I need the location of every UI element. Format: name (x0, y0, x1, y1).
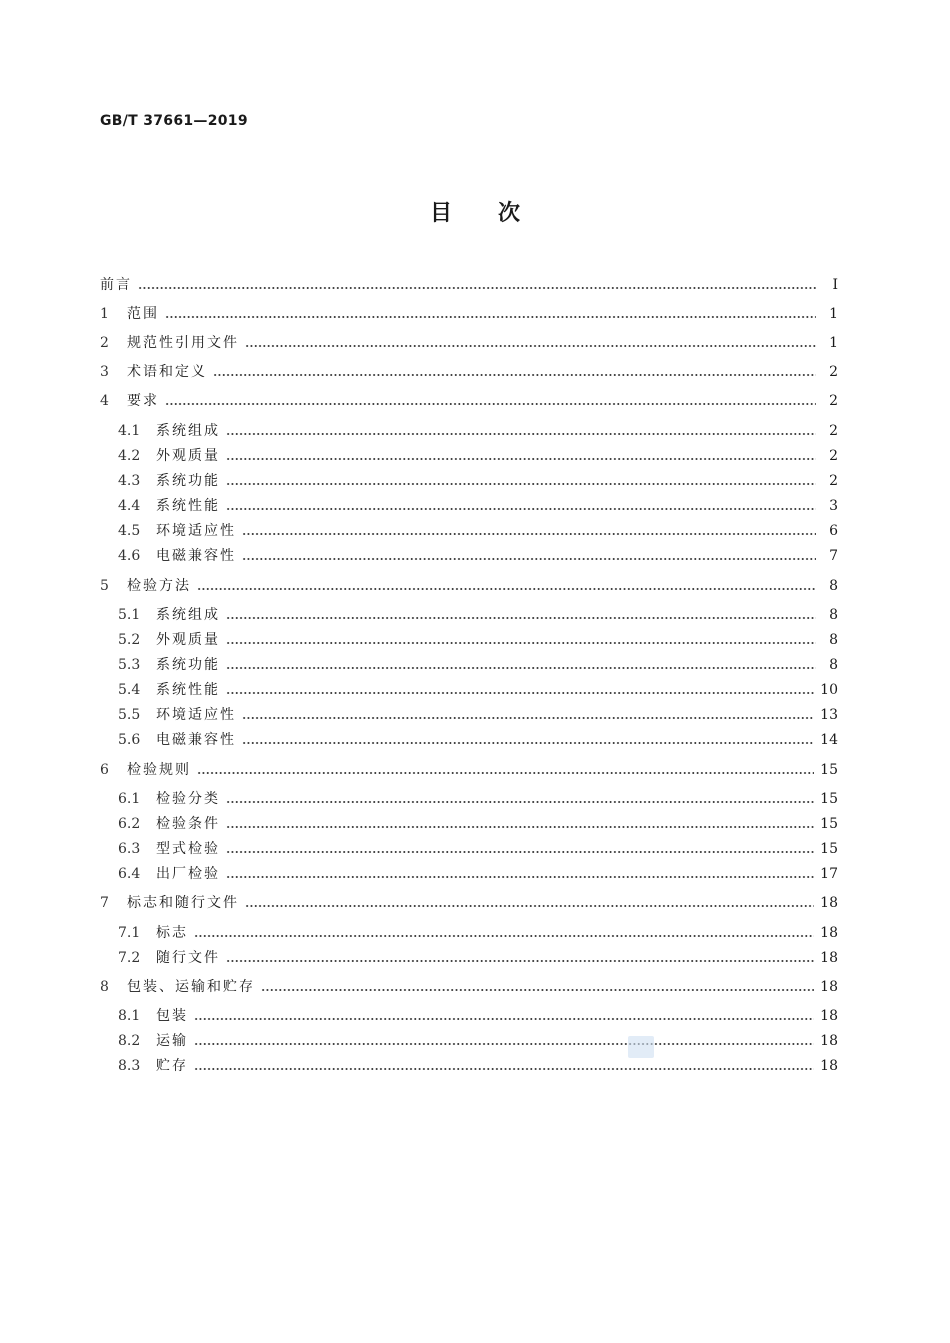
toc-entry-page: 2 (829, 448, 838, 464)
toc-leader-dots (226, 617, 816, 619)
toc-leader-dots (197, 772, 814, 774)
toc-leader-dots (245, 905, 814, 907)
toc-leader-dots (226, 508, 816, 510)
toc-entry-page: 18 (820, 925, 838, 941)
toc-entry-number: 4 (100, 393, 109, 409)
toc-leader-dots (226, 876, 814, 878)
toc-entry-label: 系统功能 (156, 657, 220, 673)
toc-entry-number: 6.1 (118, 791, 141, 807)
toc-chapter[interactable] (100, 893, 838, 913)
toc-entry-label: 环境适应性 (156, 523, 236, 539)
toc-leader-dots (242, 533, 816, 535)
toc-entry-label: 外观质量 (156, 448, 220, 464)
toc-entry-page: 1 (829, 306, 838, 322)
toc-section[interactable] (118, 496, 838, 516)
toc-entry-label: 要求 (127, 393, 159, 409)
toc-entry-page: Ⅰ (832, 277, 838, 293)
toc-entry-label: 包装、运输和贮存 (127, 979, 255, 995)
toc-entry-label: 检验方法 (127, 578, 191, 594)
toc-entry-number: 6.4 (118, 866, 141, 882)
toc-section[interactable] (118, 471, 838, 491)
toc-leader-dots (165, 316, 816, 318)
toc-entry-label: 系统组成 (156, 607, 220, 623)
toc-entry-page: 15 (820, 791, 838, 807)
toc-section[interactable] (118, 948, 838, 968)
toc-leader-dots (261, 989, 814, 991)
toc-entry-label: 系统功能 (156, 473, 220, 489)
toc-section[interactable] (118, 421, 838, 441)
toc-entry-number: 8.3 (118, 1058, 141, 1074)
toc-leader-dots (226, 483, 816, 485)
toc-section[interactable] (118, 655, 838, 675)
toc-entry-number: 5.2 (118, 632, 141, 648)
toc-leader-dots (138, 287, 816, 289)
toc-entry-label: 检验规则 (127, 762, 191, 778)
toc-entry-label: 型式检验 (156, 841, 220, 857)
toc-entry-page: 17 (820, 866, 838, 882)
toc-entry-page: 2 (829, 423, 838, 439)
toc-entry-label: 运输 (156, 1033, 188, 1049)
toc-section[interactable] (118, 446, 838, 466)
toc-leader-dots (226, 433, 816, 435)
toc-section[interactable] (118, 864, 838, 884)
toc-section[interactable] (118, 789, 838, 809)
page-title: 目次 (429, 201, 566, 226)
toc-entry-label: 包装 (156, 1008, 188, 1024)
standard-code: GB/T 37661—2019 (100, 113, 248, 129)
toc-leader-dots (245, 345, 816, 347)
toc-chapter[interactable] (100, 275, 838, 295)
toc-chapter[interactable] (100, 391, 838, 411)
toc-entry-number: 5.1 (118, 607, 141, 623)
toc-entry-number: 7 (100, 895, 109, 911)
toc-section[interactable] (118, 546, 838, 566)
toc-entry-label: 检验条件 (156, 816, 220, 832)
toc-entry-page: 14 (820, 732, 838, 748)
toc-entry-page: 7 (829, 548, 838, 564)
toc-section[interactable] (118, 630, 838, 650)
toc-entry-number: 4.3 (118, 473, 141, 489)
toc-entry-page: 2 (829, 393, 838, 409)
toc-leader-dots (226, 826, 814, 828)
toc-section[interactable] (118, 605, 838, 625)
toc-leader-dots (213, 374, 816, 376)
toc-entry-label: 系统组成 (156, 423, 220, 439)
toc-entry-number: 6.2 (118, 816, 141, 832)
toc-leader-dots (242, 558, 816, 560)
toc-entry-number: 7.1 (118, 925, 141, 941)
toc-entry-page: 8 (829, 607, 838, 623)
toc-leader-dots (226, 642, 816, 644)
toc-entry-page: 2 (829, 473, 838, 489)
toc-entry-label: 外观质量 (156, 632, 220, 648)
toc-chapter[interactable] (100, 576, 838, 596)
toc-leader-dots (242, 742, 814, 744)
toc-entry-label: 检验分类 (156, 791, 220, 807)
toc-entry-number: 5.6 (118, 732, 141, 748)
toc-entry-label: 术语和定义 (127, 364, 207, 380)
toc-entry-label: 电磁兼容性 (156, 548, 236, 564)
toc-entry-number: 6.3 (118, 841, 141, 857)
toc-entry-label: 系统性能 (156, 682, 220, 698)
watermark-icon (628, 1036, 654, 1058)
toc-entry-number: 5.5 (118, 707, 141, 723)
toc-entry-number: 3 (100, 364, 109, 380)
toc-entry-label: 贮存 (156, 1058, 188, 1074)
toc-entry-number: 6 (100, 762, 109, 778)
toc-leader-dots (194, 935, 814, 937)
toc-leader-dots (194, 1068, 814, 1070)
toc-leader-dots (165, 403, 816, 405)
toc-entry-number: 7.2 (118, 950, 141, 966)
toc-section[interactable] (118, 521, 838, 541)
toc-entry-number: 4.2 (118, 448, 141, 464)
toc-leader-dots (226, 801, 814, 803)
toc-entry-page: 18 (820, 979, 838, 995)
toc-chapter[interactable] (100, 760, 838, 780)
toc-entry-number: 8.1 (118, 1008, 141, 1024)
toc-entry-page: 13 (820, 707, 838, 723)
toc-entry-page: 15 (820, 841, 838, 857)
toc-entry-page: 6 (829, 523, 838, 539)
toc-section[interactable] (118, 1056, 838, 1076)
toc-leader-dots (226, 960, 814, 962)
toc-entry-page: 2 (829, 364, 838, 380)
toc-entry-label: 标志和随行文件 (127, 895, 239, 911)
toc-section[interactable] (118, 680, 838, 700)
toc-section[interactable] (118, 1031, 838, 1051)
toc-entry-page: 18 (820, 1058, 838, 1074)
toc-leader-dots (226, 458, 816, 460)
toc-entry-number: 1 (100, 306, 109, 322)
toc-chapter[interactable] (100, 333, 838, 353)
toc-entry-page: 8 (829, 632, 838, 648)
toc-entry-page: 8 (829, 657, 838, 673)
toc-section[interactable] (118, 705, 838, 725)
toc-entry-page: 8 (829, 578, 838, 594)
toc-entry-number: 4.6 (118, 548, 141, 564)
toc-section[interactable] (118, 814, 838, 834)
toc-entry-number: 2 (100, 335, 109, 351)
toc-entry-number: 5.4 (118, 682, 141, 698)
toc-entry-number: 4.1 (118, 423, 141, 439)
toc-entry-label: 范围 (127, 306, 159, 322)
toc-entry-number: 8 (100, 979, 109, 995)
toc-entry-label: 电磁兼容性 (156, 732, 236, 748)
toc-chapter[interactable] (100, 362, 838, 382)
toc-section[interactable] (118, 839, 838, 859)
toc-leader-dots (194, 1043, 814, 1045)
toc-entry-label: 规范性引用文件 (127, 335, 239, 351)
toc-section[interactable] (118, 1006, 838, 1026)
toc-leader-dots (226, 667, 816, 669)
toc-entry-label: 出厂检验 (156, 866, 220, 882)
toc-entry-page: 18 (820, 950, 838, 966)
toc-entry-number: 8.2 (118, 1033, 141, 1049)
toc-leader-dots (242, 717, 814, 719)
toc-entry-page: 1 (829, 335, 838, 351)
toc-leader-dots (226, 692, 814, 694)
toc-entry-label: 系统性能 (156, 498, 220, 514)
toc-entry-label: 环境适应性 (156, 707, 236, 723)
toc-entry-number: 5 (100, 578, 109, 594)
toc-entry-number: 4.5 (118, 523, 141, 539)
toc-entry-label: 标志 (156, 925, 188, 941)
toc-entry-page: 18 (820, 895, 838, 911)
toc-entry-page: 10 (820, 682, 838, 698)
toc-entry-page: 18 (820, 1033, 838, 1049)
toc-entry-label: 前言 (100, 277, 132, 293)
toc-entry-page: 15 (820, 762, 838, 778)
toc-entry-page: 15 (820, 816, 838, 832)
toc-section[interactable] (118, 730, 838, 750)
toc-entry-number: 4.4 (118, 498, 141, 514)
toc-chapter[interactable] (100, 977, 838, 997)
toc-leader-dots (194, 1018, 814, 1020)
toc-entry-page: 3 (829, 498, 838, 514)
toc-section[interactable] (118, 923, 838, 943)
toc-entry-page: 18 (820, 1008, 838, 1024)
toc-chapter[interactable] (100, 304, 838, 324)
toc-leader-dots (226, 851, 814, 853)
toc-leader-dots (197, 588, 816, 590)
toc-entry-number: 5.3 (118, 657, 141, 673)
toc-entry-label: 随行文件 (156, 950, 220, 966)
